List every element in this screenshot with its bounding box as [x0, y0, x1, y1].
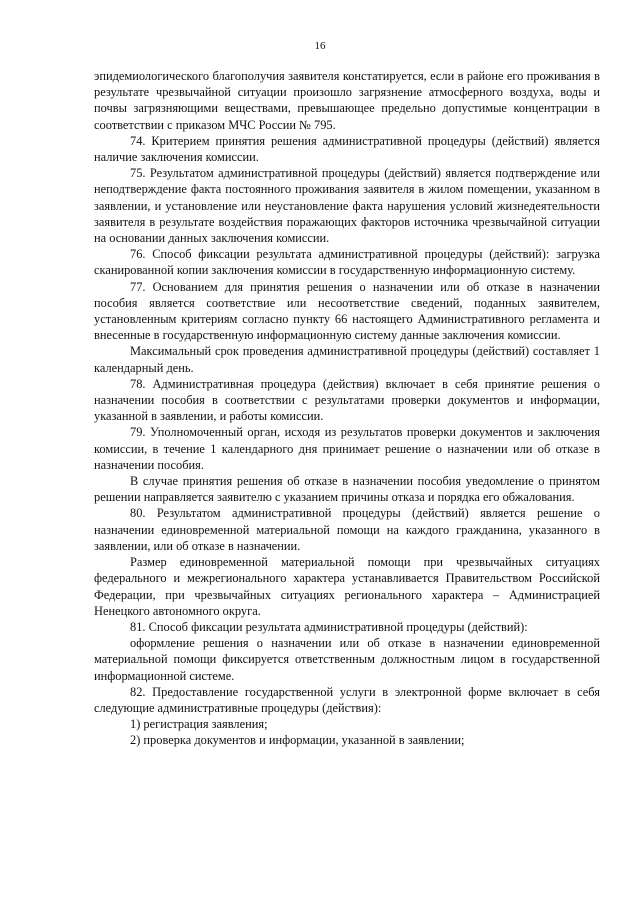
paragraph: 79. Уполномоченный орган, исходя из результатов проверки документов и заключения комиссии, в течение 1 календарного дня принимает решение о назначении или об отказе в назначении пособия. — [94, 425, 600, 472]
page-number: 16 — [314, 40, 326, 52]
paragraph: 74. Критерием принятия решения административной процедуры (действий) является наличие заключения комиссии. — [94, 133, 600, 165]
paragraph: В случае принятия решения об отказе в назначении пособия уведомление о принятом решении направляется заявителю с указанием причины отказа и порядка его обжалования. — [94, 474, 600, 505]
paragraph: 76. Способ фиксации результата административной процедуры (действий): загрузка сканированной копии заключения комиссии в государственную информационную систему. — [94, 247, 600, 278]
paragraph: 77. Основанием для принятия решения о назначении или об отказе в назначении пособия является соответствие или несоответствие сведений, поданных заявителем, установленным критериям согласно пункту 66 настоящего Административного регламента и внесенные в государственную информационную систему данные заключения комиссии. — [94, 279, 600, 343]
paragraph: 81. Способ фиксации результата административной процедуры (действий): — [130, 619, 528, 634]
paragraph: 1) регистрация заявления; — [130, 717, 268, 732]
paragraph: 82. Предоставление государственной услуги в электронной форме включает в себя следующие административные процедуры (действия): — [94, 684, 600, 715]
paragraph: 75. Результатом административной процедуры (действий) является подтверждение или неподтверждение факта постоянного проживания заявителя в жилом помещении, указанном в заявлении, и установление или неустановление факта нарушения условий жизнедеятельности заявителя в результате воздействия поражающих факторов источника чрезвычайной ситуации на основании данных заключения комиссии. — [94, 166, 600, 246]
paragraph: 80. Результатом административной процедуры (действий) является решение о назначении единовременной материальной помощи на каждого гражданина, указанного в заявлении, или об отказе в назначении. — [94, 506, 600, 553]
paragraph: оформление решения о назначении или об отказе в назначении единовременной материальной помощи фиксируется ответственным должностным лицом в государственной информационной системе. — [94, 636, 600, 683]
paragraph: Максимальный срок проведения административной процедуры (действий) составляет 1 календарный день. — [94, 344, 600, 375]
paragraph: 2) проверка документов и информации, указанной в заявлении; — [130, 733, 465, 748]
paragraph: 78. Административная процедура (действия) включает в себя принятие решения о назначении пособия в соответствии с результатами проверки документов и информации, указанной в заявлении, и работы комиссии. — [94, 376, 600, 424]
document-body — [94, 68, 600, 749]
paragraph: эпидемиологического благополучия заявителя констатируется, если в районе его проживания в результате чрезвычайной ситуации произошло загрязнение атмосферного воздуха, воды и почвы загрязняющими веществами, превышающее предельно допустимые концентрации в соответствии с приказом МЧС России № 795. — [94, 69, 600, 132]
paragraph: Размер единовременной материальной помощи при чрезвычайных ситуациях федерального и межрегионального характера устанавливается Правительством Российской Федерации, при чрезвычайных ситуациях регионального характера – Администрацией Ненецкого автономного округа. — [94, 555, 600, 618]
